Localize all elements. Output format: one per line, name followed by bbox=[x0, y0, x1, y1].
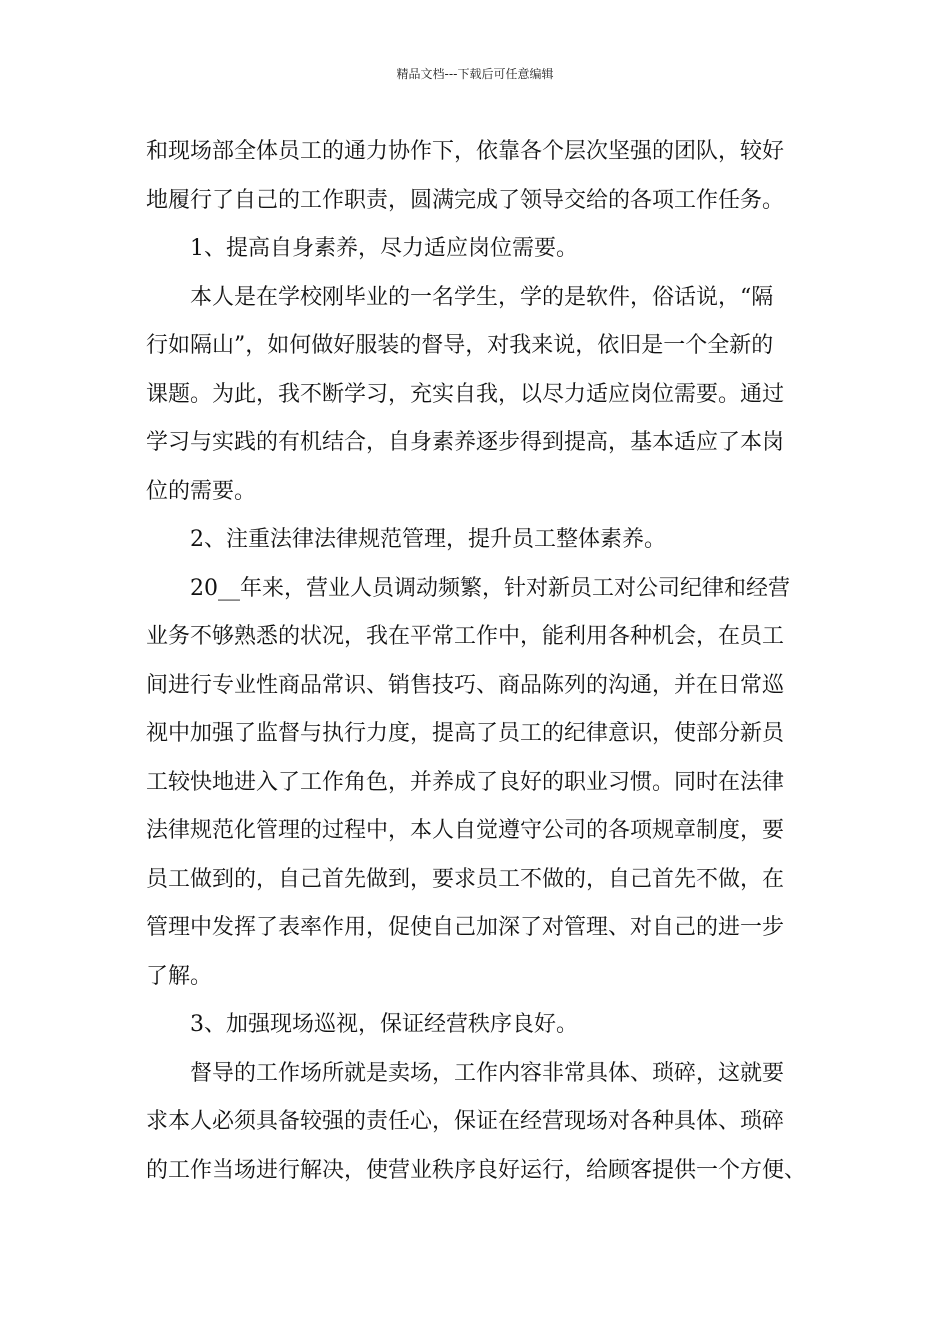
text-line: 管理中发挥了表率作用，促使自己加深了对管理、对自己的进一步 bbox=[146, 915, 785, 940]
text-line: 法律规范化管理的过程中，本人自觉遵守公司的各项规章制度，要 bbox=[146, 818, 785, 843]
text-line: 求本人必须具备较强的责任心，保证在经营现场对各种具体、琐碎 bbox=[146, 1109, 785, 1134]
text-line: 的工作当场进行解决，使营业秩序良好运行，给顾客提供一个方便、 bbox=[146, 1157, 807, 1183]
text-line: 业务不够熟悉的状况，我在平常工作中，能利用各种机会，在员工 bbox=[146, 624, 785, 649]
text-line: 学习与实践的有机结合，自身素养逐步得到提高，基本适应了本岗 bbox=[146, 430, 785, 455]
text-line: 地履行了自己的工作职责，圆满完成了领导交给的各项工作任务。 bbox=[146, 187, 785, 213]
text-line: 20__年来，营业人员调动频繁，针对新员工对公司纪律和经营 bbox=[190, 575, 790, 601]
text-line: 1、提高自身素养，尽力适应岗位需要。 bbox=[190, 236, 578, 261]
text-line: 位的需要。 bbox=[146, 478, 257, 504]
page-header: 精品文档---下载后可任意编辑 bbox=[396, 67, 554, 81]
text-line: 本人是在学校刚毕业的一名学生，学的是软件，俗话说，“隔 bbox=[190, 284, 774, 310]
text-line: 员工做到的，自己首先做到，要求员工不做的，自己首先不做，在 bbox=[146, 866, 785, 892]
text-line: 视中加强了监督与执行力度，提高了员工的纪律意识，使部分新员 bbox=[146, 721, 785, 746]
text-line: 间进行专业性商品常识、销售技巧、商品陈列的沟通，并在日常巡 bbox=[146, 672, 785, 698]
text-line: 了解。 bbox=[146, 963, 213, 989]
text-line: 2、注重法律法律规范管理，提升员工整体素养。 bbox=[190, 527, 666, 552]
text-line: 工较快地进入了工作角色，并养成了良好的职业习惯。同时在法律 bbox=[146, 769, 785, 795]
text-line: 3、加强现场巡视，保证经营秩序良好。 bbox=[190, 1012, 578, 1037]
text-line: 督导的工作场所就是卖场，工作内容非常具体、琐碎，这就要 bbox=[190, 1060, 785, 1086]
text-line: 行如隔山”，如何做好服装的督导，对我来说，依旧是一个全新的 bbox=[146, 333, 774, 358]
text-line: 和现场部全体员工的通力协作下，依靠各个层次坚强的团队，较好 bbox=[146, 139, 785, 164]
document-body bbox=[146, 128, 826, 1195]
text-line: 课题。为此，我不断学习，充实自我，以尽力适应岗位需要。通过 bbox=[146, 381, 785, 407]
